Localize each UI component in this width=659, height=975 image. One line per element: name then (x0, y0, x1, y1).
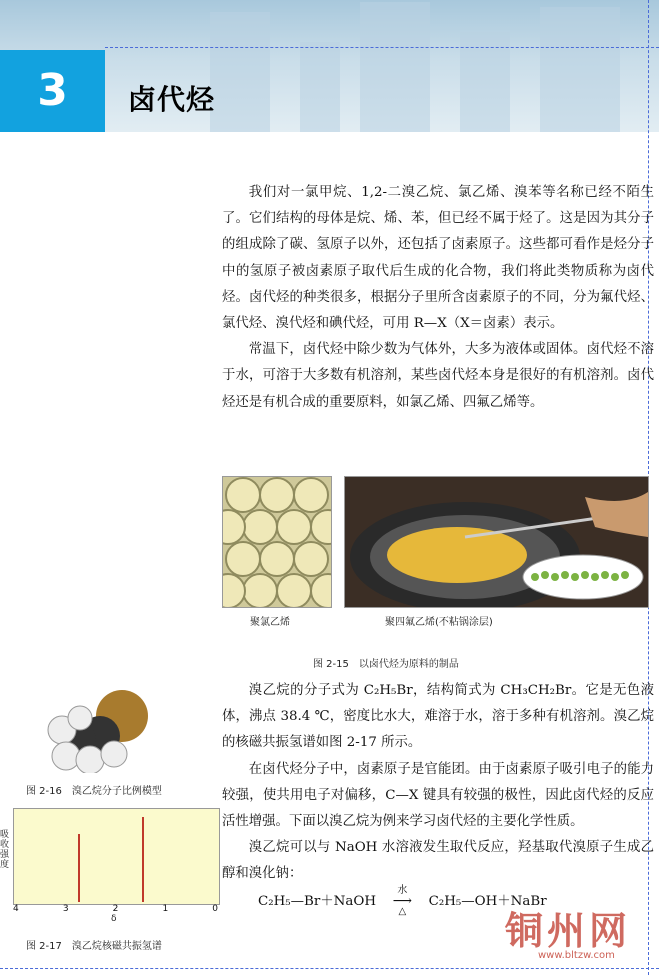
paragraph: 常温下，卤代烃中除少数为气体外，大多为液体或固体。卤代烃不溶于水，可溶于大多数有机溶剂，某些卤代烃本身是很好的有机溶剂。卤代烃还是有机合成的重要原料，如氯乙烯、四氟乙烯等。 (222, 342, 654, 410)
bromoethane-text (222, 678, 654, 888)
nmr-ticks (13, 904, 218, 914)
top-guide-line (105, 47, 659, 48)
tick-label: 3 (62, 904, 69, 914)
photo-label-right: 聚四氟乙烯(不粘锅涂层) (385, 617, 493, 628)
watermark: 铜州网 (505, 908, 632, 953)
pan-icon (345, 477, 648, 607)
paragraph: 溴乙烷可以与 NaOH 水溶液发生取代反应，羟基取代溴原子生成乙醇和溴化钠： (222, 840, 654, 882)
arrow-icon: ⟶ (392, 894, 412, 909)
nmr-peak (78, 834, 80, 902)
nmr-spectrum (13, 808, 220, 905)
equation-right: C₂H₅—OH＋NaBr (428, 894, 547, 909)
tick-label: 2 (112, 904, 119, 914)
figure-caption: 图 2-16 溴乙烷分子比例模型 (26, 786, 162, 797)
tick-label: 4 (13, 904, 19, 914)
chapter-number: 3 (0, 50, 105, 132)
nonstick-pan-photo (344, 476, 649, 608)
nmr-ylabel: 吸收强度 (0, 830, 10, 870)
nmr-peak (142, 817, 144, 902)
tick-label: 1 (162, 904, 169, 914)
reaction-arrow (380, 885, 424, 917)
arrow-bottom: △ (398, 906, 407, 917)
watermark-url: www.bltzw.com (538, 950, 615, 961)
photo-label-left: 聚氯乙烯 (250, 617, 290, 628)
intro-text (222, 180, 654, 416)
bottom-guide-line (0, 968, 659, 969)
nmr-xlabel: δ (111, 914, 117, 924)
chapter-title: 卤代烃 (128, 83, 216, 116)
molecule-model-icon (40, 678, 160, 773)
pipes-icon (223, 477, 331, 607)
pvc-pipes-photo (222, 476, 332, 608)
paragraph: 溴乙烷的分子式为 C₂H₅Br，结构简式为 CH₃CH₂Br。它是无色液体，沸点 38.4 ℃，密度比水大，难溶于水，溶于多种有机溶剂。溴乙烷的核磁共振氢谱如图 2-17 所示。 (222, 683, 654, 751)
figure-caption: 图 2-17 溴乙烷核磁共振氢谱 (26, 941, 162, 952)
paragraph: 在卤代烃分子中，卤素原子是官能团。由于卤素原子吸引电子的能力较强，使共用电子对偏移，C—X 键具有较强的极性，因此卤代烃的反应活性增强。下面以溴乙烷为例来学习卤代烃的主要化学性质。 (222, 761, 654, 830)
figure-caption: 图 2-15 以卤代烃为原料的制品 (313, 659, 459, 670)
equation-left: C₂H₅—Br＋NaOH (258, 894, 377, 909)
reaction-equation (258, 885, 547, 917)
arrow-top: 水 (397, 885, 408, 896)
tick-label: 0 (212, 904, 218, 914)
paragraph: 我们对一氯甲烷、1,2-二溴乙烷、氯乙烯、溴苯等名称已经不陌生了。它们结构的母体是烷、烯、苯，但已经不属于烃了。这是因为其分子的组成除了碳、氢原子以外，还包括了卤素原子。这些都可看作是烃分子中的氢原子被卤素原子取代后生成的化合物，我们将此类物质称为卤代烃。卤代烃的种类很多，根据分子里所含卤素原子的不同，分为氟代烃、氯代烃、溴代烃和碘代烃，可用 R—X（X＝卤素）表示。 (222, 185, 654, 332)
